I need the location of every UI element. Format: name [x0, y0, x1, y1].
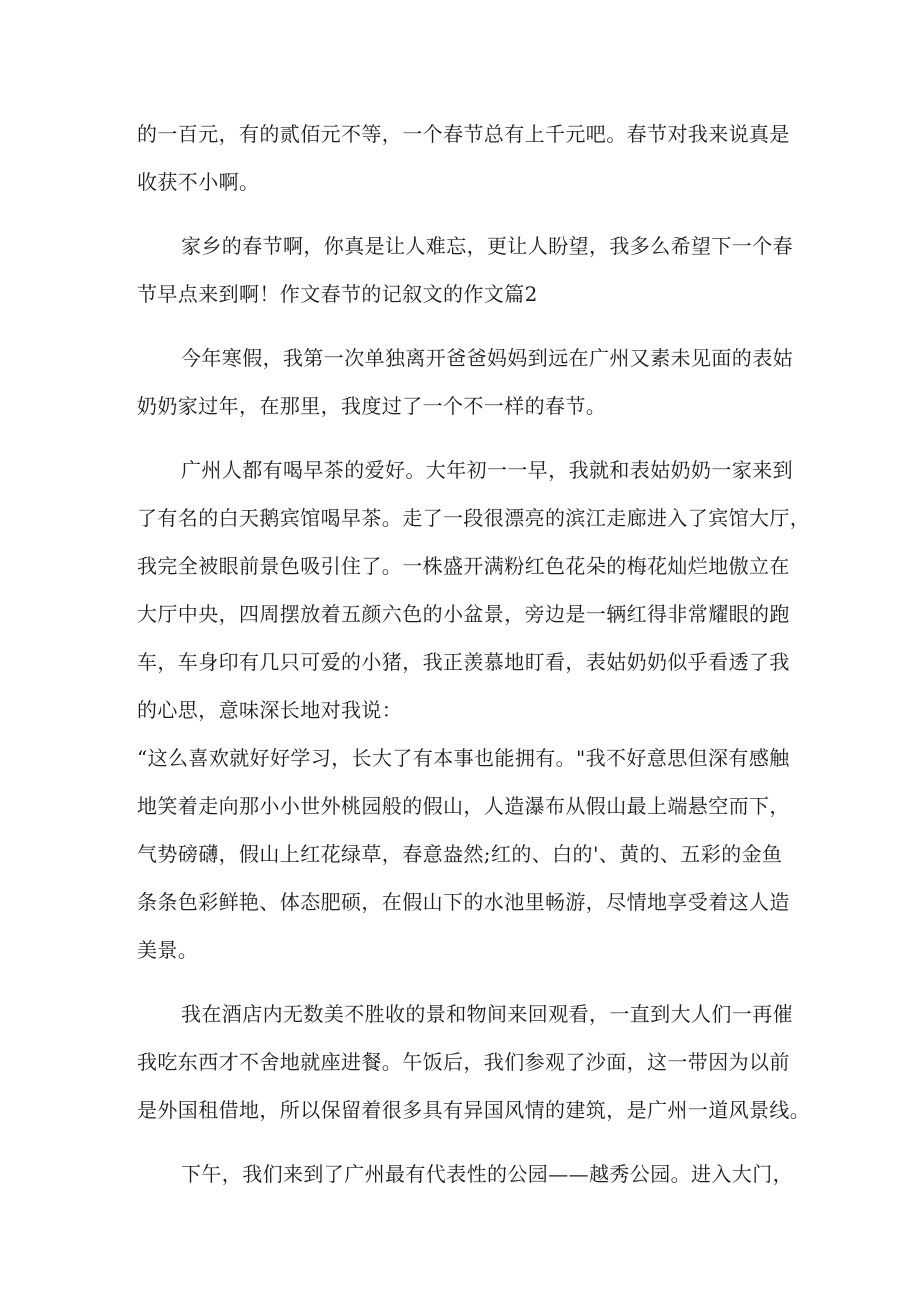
text-line-12: 的心思，意味深长地对我说：	[137, 698, 403, 722]
text-line-3: 家乡的春节啊，你真是让人难忘，更让人盼望，我多么希望下一个春	[181, 234, 793, 258]
text-line-4: 节早点来到啊！作文春节的记叙文的作文篇2	[137, 282, 538, 306]
text-line-18: 我在酒店内无数美不胜收的景和物间来回观看，一直到大人们一再催	[181, 1002, 793, 1026]
text-line-2: 收获不小啊。	[137, 170, 260, 194]
text-line-6: 奶奶家过年，在那里，我度过了一个不一样的春节。	[137, 394, 607, 418]
text-line-17: 美景。	[137, 938, 199, 962]
text-line-5: 今年寒假，我第一次单独离开爸爸妈妈到远在广州又素未见面的表姑	[181, 346, 793, 370]
text-line-21: 下午，我们来到了广州最有代表性的公园——越秀公园。进入大门，	[181, 1162, 793, 1186]
text-line-16: 条条色彩鲜艳、体态肥硕，在假山下的水池里畅游，尽情地享受着这人造	[137, 890, 790, 914]
text-line-15: 气势磅礴，假山上红花绿草，春意盎然;红的、白的'、黄的、五彩的金鱼	[137, 842, 783, 866]
text-line-13: “这么喜欢就好好学习，长大了有本事也能拥有。"我不好意思但深有感触	[137, 746, 790, 770]
text-line-7: 广州人都有喝早茶的爱好。大年初一一早，我就和表姑奶奶一家来到	[181, 458, 793, 482]
text-line-20: 是外国租借地，所以保留着很多具有异国风情的建筑，是广州一道风景线。	[137, 1098, 811, 1122]
text-line-9: 我完全被眼前景色吸引住了。一株盛开满粉红色花朵的梅花灿烂地傲立在	[137, 554, 790, 578]
text-line-8: 了有名的白天鹅宾馆喝早茶。走了一段很漂亮的滨江走廊进入了宾馆大厅，	[137, 506, 811, 530]
text-line-10: 大厅中央，四周摆放着五颜六色的小盆景，旁边是一辆红得非常耀眼的跑	[137, 602, 790, 626]
text-line-1: 的一百元，有的贰佰元不等，一个春节总有上千元吧。春节对我来说真是	[137, 122, 790, 146]
text-line-19: 我吃东西才不舍地就座进餐。午饭后，我们参观了沙面，这一带因为以前	[137, 1050, 790, 1074]
text-line-11: 车，车身印有几只可爱的小猪，我正羡慕地盯看，表姑奶奶似乎看透了我	[137, 650, 790, 674]
text-line-14: 地笑着走向那小小世外桃园般的假山，人造瀑布从假山最上端悬空而下，	[137, 794, 790, 818]
